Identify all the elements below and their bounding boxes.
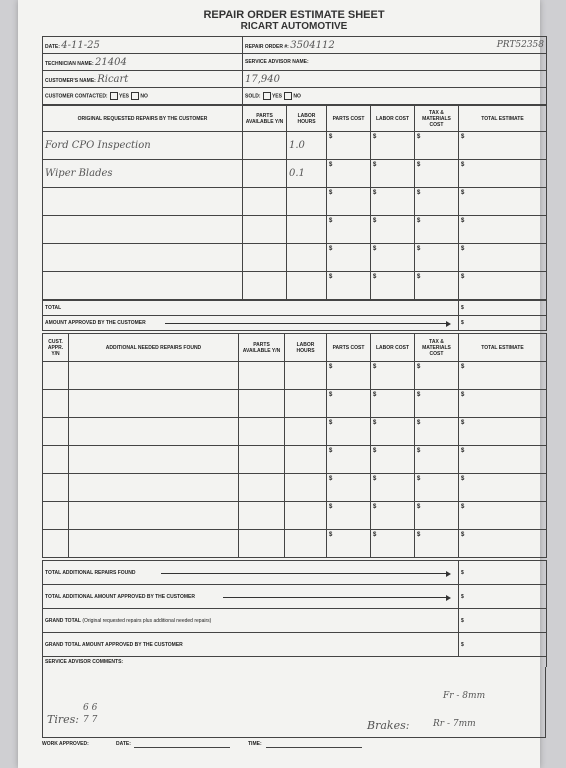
- grand-total-approved-dollar: $: [461, 641, 464, 648]
- parts-cost-dollar: $: [329, 504, 333, 510]
- cust-appr-cell[interactable]: [43, 446, 69, 474]
- footer-date-label: DATE:: [116, 740, 131, 747]
- grand-total-dollar: $: [461, 617, 464, 624]
- arrow-approved: [165, 323, 447, 324]
- total-estimate-dollar: $: [461, 448, 465, 454]
- parts-cost-dollar: $: [329, 134, 333, 140]
- parts-cost-dollar: $: [329, 218, 333, 224]
- total-estimate-dollar: $: [461, 504, 465, 510]
- parts-available-cell[interactable]: [243, 188, 287, 216]
- info-table: [42, 36, 547, 105]
- ro-value: 3504112: [290, 39, 335, 51]
- table-row: [43, 244, 547, 272]
- labor-hours-text: 0.1: [289, 168, 305, 179]
- col-header-parts-available: PARTS AVAILABLE Y/N: [243, 106, 287, 132]
- total-additional-cell: [43, 561, 459, 585]
- total-estimate-dollar: $: [461, 364, 465, 370]
- parts-available-cell[interactable]: [239, 446, 285, 474]
- contacted-no-checkbox[interactable]: [131, 92, 139, 100]
- total-estimate-dollar: $: [461, 190, 465, 196]
- additional-repair-cell[interactable]: [69, 502, 239, 530]
- time-line[interactable]: [266, 747, 362, 748]
- total-estimate-cell[interactable]: [459, 502, 547, 530]
- footer: [42, 738, 546, 752]
- total-estimate-dollar: $: [461, 218, 465, 224]
- contacted-yes-checkbox[interactable]: [110, 92, 118, 100]
- tax-dollar: $: [417, 504, 421, 510]
- parts-cost-cell[interactable]: [327, 244, 371, 272]
- ro-note: PRT52358: [496, 39, 544, 50]
- tires-bottom: 7 7: [83, 714, 98, 725]
- tax-cell[interactable]: [415, 362, 459, 390]
- grand-total-note: (Original requested repairs plus additional needed repairs): [82, 617, 212, 624]
- contacted-no-label: NO: [140, 93, 148, 100]
- total-label-cell: [43, 301, 459, 316]
- repair-text: Wiper Blades: [45, 168, 113, 179]
- tax-cell[interactable]: [415, 446, 459, 474]
- parts-cost-cell[interactable]: [327, 362, 371, 390]
- arrow-additional-approved: [223, 597, 447, 598]
- grand-total-approved-label: GRAND TOTAL AMOUNT APPROVED BY THE CUSTOMER: [45, 641, 183, 648]
- labor-cost-cell[interactable]: [371, 418, 415, 446]
- advisor-label: SERVICE ADVISOR NAME:: [245, 59, 309, 65]
- cust-appr-cell[interactable]: [43, 502, 69, 530]
- parts-cost-dollar: $: [329, 162, 333, 168]
- customer-cell[interactable]: [43, 71, 243, 88]
- parts-available-cell[interactable]: [243, 272, 287, 300]
- total-estimate-cell[interactable]: [459, 160, 547, 188]
- comments-area[interactable]: [42, 667, 546, 738]
- total-value-cell[interactable]: [459, 301, 547, 316]
- cust-appr-cell[interactable]: [43, 362, 69, 390]
- labor-cost-cell[interactable]: [371, 446, 415, 474]
- col-header-parts-cost: PARTS COST: [327, 106, 371, 132]
- parts-available-cell[interactable]: [243, 160, 287, 188]
- parts-available-cell[interactable]: [239, 418, 285, 446]
- additional-repair-cell[interactable]: [69, 474, 239, 502]
- tech-value: 21404: [95, 56, 127, 68]
- labor-cost-dollar: $: [373, 420, 377, 426]
- parts-available-cell[interactable]: [243, 216, 287, 244]
- labor-cost-dollar: $: [373, 448, 377, 454]
- labor-hours-text: 1.0: [289, 140, 305, 151]
- table-row: [43, 272, 547, 300]
- sold-yes-checkbox[interactable]: [263, 92, 271, 100]
- tech-cell[interactable]: [43, 54, 243, 71]
- grand-total-approved-value[interactable]: [459, 633, 547, 657]
- parts-cost-dollar: $: [329, 420, 333, 426]
- parts-cost-cell[interactable]: [327, 160, 371, 188]
- repair-cell[interactable]: [43, 216, 243, 244]
- tax-dollar: $: [417, 134, 421, 140]
- cust-appr-cell[interactable]: [43, 530, 69, 558]
- total-label: TOTAL: [45, 305, 62, 311]
- labor-cost-cell[interactable]: [371, 244, 415, 272]
- labor-hours-cell[interactable]: [285, 474, 327, 502]
- tax-cell[interactable]: [415, 390, 459, 418]
- title-text: REPAIR ORDER ESTIMATE SHEET: [203, 9, 385, 21]
- total-estimate-dollar: $: [461, 476, 465, 482]
- total-estimate-cell[interactable]: [459, 272, 547, 300]
- total-estimate-dollar: $: [461, 162, 465, 168]
- additional-repairs-table: [42, 333, 547, 558]
- tax-cell[interactable]: [415, 132, 459, 160]
- col-header-parts-cost-2: PARTS COST: [327, 334, 371, 362]
- date-line[interactable]: [134, 747, 230, 748]
- total-estimate-dollar: $: [461, 246, 465, 252]
- tax-dollar: $: [417, 218, 421, 224]
- contacted-yes-label: YES: [118, 93, 129, 100]
- advisor-comments-cell: [43, 657, 547, 667]
- tax-dollar: $: [417, 392, 421, 398]
- labor-hours-cell[interactable]: [287, 272, 327, 300]
- parts-cost-dollar: $: [329, 392, 333, 398]
- additional-repair-cell[interactable]: [69, 530, 239, 558]
- tax-cell[interactable]: [415, 244, 459, 272]
- table-row: [43, 362, 547, 390]
- col-header-total-estimate: TOTAL ESTIMATE: [459, 106, 547, 132]
- paper-sheet: [18, 0, 544, 768]
- parts-cost-dollar: $: [329, 476, 333, 482]
- labor-cost-dollar: $: [373, 246, 377, 252]
- labor-hours-cell[interactable]: [285, 446, 327, 474]
- total-additional-approved-value[interactable]: [459, 585, 547, 609]
- parts-cost-dollar: $: [329, 246, 333, 252]
- labor-hours-cell[interactable]: [287, 244, 327, 272]
- tax-cell[interactable]: [415, 160, 459, 188]
- total-estimate-cell[interactable]: [459, 418, 547, 446]
- parts-available-cell[interactable]: [239, 474, 285, 502]
- table-row: [43, 216, 547, 244]
- original-summary-table: [42, 300, 547, 331]
- additional-repair-cell[interactable]: [69, 446, 239, 474]
- approved-value-cell[interactable]: [459, 316, 547, 331]
- total-estimate-dollar: $: [461, 274, 465, 280]
- labor-cost-cell[interactable]: [371, 132, 415, 160]
- labor-hours-cell[interactable]: [287, 216, 327, 244]
- labor-hours-cell[interactable]: [287, 132, 327, 160]
- labor-hours-cell[interactable]: [285, 502, 327, 530]
- tax-cell[interactable]: [415, 272, 459, 300]
- sold-no-checkbox[interactable]: [284, 92, 292, 100]
- brakes-label: Brakes:: [367, 718, 410, 732]
- tax-dollar: $: [417, 476, 421, 482]
- total-estimate-dollar: $: [461, 134, 465, 140]
- labor-cost-cell[interactable]: [371, 474, 415, 502]
- col-header-original-repairs: ORIGINAL REQUESTED REPAIRS BY THE CUSTOMER: [43, 106, 243, 132]
- col-header-tax-materials-2: TAX & MATERIALS COST: [415, 334, 459, 362]
- approved-label: AMOUNT APPROVED BY THE CUSTOMER: [45, 320, 146, 326]
- ro-label: REPAIR ORDER #:: [245, 43, 289, 50]
- col-header-labor-hours-2: LABOR HOURS: [285, 334, 327, 362]
- labor-hours-cell[interactable]: [287, 188, 327, 216]
- parts-available-cell[interactable]: [239, 530, 285, 558]
- tax-dollar: $: [417, 420, 421, 426]
- table-row: [43, 390, 547, 418]
- original-repairs-table: [42, 105, 547, 300]
- total-estimate-cell[interactable]: [459, 244, 547, 272]
- labor-cost-dollar: $: [373, 392, 377, 398]
- contacted-cell: [43, 88, 243, 105]
- col-header-labor-hours: LABOR HOURS: [287, 106, 327, 132]
- parts-cost-cell[interactable]: [327, 502, 371, 530]
- total-estimate-cell[interactable]: [459, 474, 547, 502]
- total-estimate-dollar: $: [461, 532, 465, 538]
- grand-total-label: GRAND TOTAL: [45, 617, 81, 624]
- total-additional-value[interactable]: [459, 561, 547, 585]
- tax-cell[interactable]: [415, 418, 459, 446]
- repair-cell[interactable]: [43, 188, 243, 216]
- sold-label: SOLD:: [245, 93, 261, 100]
- tax-dollar: $: [417, 246, 421, 252]
- tax-cell[interactable]: [415, 216, 459, 244]
- col-header-labor-cost-2: LABOR COST: [371, 334, 415, 362]
- repair-cell[interactable]: [43, 272, 243, 300]
- labor-cost-dollar: $: [373, 134, 377, 140]
- total-additional-approved-label: TOTAL ADDITIONAL AMOUNT APPROVED BY THE CUSTOMER: [45, 593, 196, 600]
- customer-label: CUSTOMER'S NAME:: [45, 77, 96, 84]
- tires-label: Tires:: [47, 712, 79, 726]
- labor-cost-cell[interactable]: [371, 502, 415, 530]
- total-estimate-dollar: $: [461, 420, 465, 426]
- col-header-cust-appr: CUST. APPR. Y/N: [43, 334, 69, 362]
- tax-cell[interactable]: [415, 530, 459, 558]
- sold-yes-label: YES: [271, 93, 282, 100]
- repair-cell[interactable]: [43, 132, 243, 160]
- tech-label: TECHNICIAN NAME:: [45, 60, 94, 67]
- contacted-label: CUSTOMER CONTACTED:: [45, 93, 108, 100]
- labor-cost-dollar: $: [373, 162, 377, 168]
- table-row: [43, 502, 547, 530]
- advisor-cell[interactable]: [243, 54, 547, 71]
- brakes-front: Fr - 8mm: [443, 690, 486, 701]
- arrow-total-additional: [161, 573, 447, 574]
- tires-top: 6 6: [83, 702, 98, 713]
- table-row: [43, 188, 547, 216]
- estimate-sheet: [42, 10, 546, 752]
- labor-hours-cell[interactable]: [285, 530, 327, 558]
- labor-cost-cell[interactable]: [371, 188, 415, 216]
- labor-hours-cell[interactable]: [285, 418, 327, 446]
- subtitle-text: RICART AUTOMOTIVE: [240, 21, 348, 32]
- tax-dollar: $: [417, 190, 421, 196]
- total-dollar: $: [461, 305, 464, 311]
- repair-cell[interactable]: [43, 160, 243, 188]
- col-header-parts-available-2: PARTS AVAILABLE Y/N: [239, 334, 285, 362]
- labor-hours-cell[interactable]: [287, 160, 327, 188]
- total-estimate-cell[interactable]: [459, 530, 547, 558]
- tax-dollar: $: [417, 532, 421, 538]
- col-header-tax-materials: TAX & MATERIALS COST: [415, 106, 459, 132]
- parts-cost-cell[interactable]: [327, 474, 371, 502]
- sheet-title: [42, 10, 546, 32]
- total-additional-approved-dollar: $: [461, 593, 464, 600]
- advisor-comments-label: SERVICE ADVISOR COMMENTS:: [45, 658, 124, 665]
- mileage-value: 17,940: [245, 73, 280, 85]
- tax-cell[interactable]: [415, 502, 459, 530]
- grand-total-value[interactable]: [459, 609, 547, 633]
- ro-cell[interactable]: [243, 37, 547, 54]
- cust-appr-cell[interactable]: [43, 418, 69, 446]
- footer-time-label: TIME:: [248, 740, 262, 747]
- labor-cost-cell[interactable]: [371, 362, 415, 390]
- parts-available-cell[interactable]: [239, 502, 285, 530]
- total-estimate-cell[interactable]: [459, 216, 547, 244]
- cust-appr-cell[interactable]: [43, 390, 69, 418]
- parts-cost-cell[interactable]: [327, 446, 371, 474]
- col-header-labor-cost: LABOR COST: [371, 106, 415, 132]
- additional-repair-cell[interactable]: [69, 390, 239, 418]
- tax-cell[interactable]: [415, 188, 459, 216]
- labor-cost-cell[interactable]: [371, 216, 415, 244]
- labor-cost-dollar: $: [373, 364, 377, 370]
- table-row: [43, 132, 547, 160]
- col-header-total-estimate-2: TOTAL ESTIMATE: [459, 334, 547, 362]
- parts-cost-cell[interactable]: [327, 418, 371, 446]
- labor-hours-cell[interactable]: [285, 362, 327, 390]
- labor-cost-dollar: $: [373, 218, 377, 224]
- tax-cell[interactable]: [415, 474, 459, 502]
- total-estimate-cell[interactable]: [459, 188, 547, 216]
- tax-dollar: $: [417, 162, 421, 168]
- grand-total-approved-cell: [43, 633, 459, 657]
- parts-cost-cell[interactable]: [327, 216, 371, 244]
- parts-available-cell[interactable]: [239, 362, 285, 390]
- date-value: 4-11-25: [61, 39, 100, 51]
- date-cell[interactable]: [43, 37, 243, 54]
- parts-cost-dollar: $: [329, 448, 333, 454]
- sold-cell: [243, 88, 547, 105]
- tax-dollar: $: [417, 448, 421, 454]
- table-row: [43, 530, 547, 558]
- parts-cost-dollar: $: [329, 190, 333, 196]
- approved-dollar: $: [461, 320, 464, 326]
- tax-dollar: $: [417, 274, 421, 280]
- total-estimate-cell[interactable]: [459, 132, 547, 160]
- total-additional-label: TOTAL ADDITIONAL REPAIRS FOUND: [45, 569, 136, 576]
- table-row: [43, 446, 547, 474]
- total-estimate-cell[interactable]: [459, 362, 547, 390]
- total-estimate-cell[interactable]: [459, 390, 547, 418]
- repair-text: Ford CPO Inspection: [45, 140, 151, 151]
- date-label: DATE:: [45, 43, 60, 50]
- parts-cost-dollar: $: [329, 532, 333, 538]
- col-header-additional-repairs: ADDITIONAL NEEDED REPAIRS FOUND: [69, 334, 239, 362]
- labor-cost-dollar: $: [373, 504, 377, 510]
- parts-cost-dollar: $: [329, 364, 333, 370]
- cust-appr-cell[interactable]: [43, 474, 69, 502]
- labor-cost-cell[interactable]: [371, 272, 415, 300]
- labor-cost-dollar: $: [373, 532, 377, 538]
- total-estimate-dollar: $: [461, 392, 465, 398]
- approved-label-cell: [43, 316, 459, 331]
- labor-cost-dollar: $: [373, 190, 377, 196]
- labor-cost-cell[interactable]: [371, 390, 415, 418]
- tax-dollar: $: [417, 364, 421, 370]
- parts-cost-cell[interactable]: [327, 530, 371, 558]
- total-additional-dollar: $: [461, 569, 464, 576]
- sold-no-label: NO: [293, 93, 301, 100]
- parts-cost-cell[interactable]: [327, 132, 371, 160]
- labor-cost-cell[interactable]: [371, 160, 415, 188]
- parts-cost-cell[interactable]: [327, 272, 371, 300]
- parts-cost-cell[interactable]: [327, 390, 371, 418]
- additional-repair-cell[interactable]: [69, 418, 239, 446]
- grand-summary-table: [42, 560, 547, 667]
- work-approved-label: WORK APPROVED:: [42, 740, 89, 747]
- brakes-rear: Rr - 7mm: [433, 718, 476, 729]
- labor-hours-cell[interactable]: [285, 390, 327, 418]
- parts-available-cell[interactable]: [243, 244, 287, 272]
- labor-cost-dollar: $: [373, 274, 377, 280]
- table-row: [43, 474, 547, 502]
- parts-available-cell[interactable]: [239, 390, 285, 418]
- labor-cost-cell[interactable]: [371, 530, 415, 558]
- parts-cost-dollar: $: [329, 274, 333, 280]
- table-row: [43, 160, 547, 188]
- parts-cost-cell[interactable]: [327, 188, 371, 216]
- parts-available-cell[interactable]: [243, 132, 287, 160]
- additional-repair-cell[interactable]: [69, 362, 239, 390]
- customer-value: Ricart: [97, 73, 129, 85]
- labor-cost-dollar: $: [373, 476, 377, 482]
- table-row: [43, 418, 547, 446]
- total-additional-approved-cell: [43, 585, 459, 609]
- mileage-cell[interactable]: [243, 71, 547, 88]
- grand-total-cell: [43, 609, 459, 633]
- total-estimate-cell[interactable]: [459, 446, 547, 474]
- repair-cell[interactable]: [43, 244, 243, 272]
